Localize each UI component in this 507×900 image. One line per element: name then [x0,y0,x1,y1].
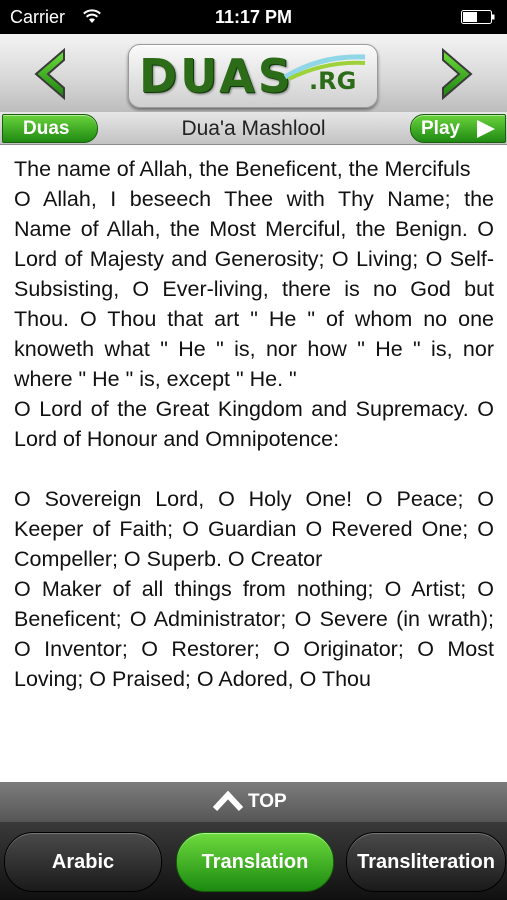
play-button[interactable] [410,114,506,143]
tab-arabic[interactable]: Arabic [4,832,162,892]
page-title: Dua'a Mashlool [181,117,326,140]
scroll-top-button[interactable] [212,788,312,816]
paragraph: O Allah, I beseech Thee with Thy Name; the Name of Allah, the Most Merciful, the Benign. O Lord of Majesty and Generosity; O Living; O Self-Subsisting, O Ever-living, there is no God but Thou. O Thou that art " He " of whom no one knoweth what " He " is, nor how " He " is, nor where " He " is, except " He. " [14,187,494,391]
battery-icon [461,10,495,24]
logo-text: DUAS [139,49,294,103]
play-label: Play [421,118,461,139]
scroll-top-label: TOP [248,791,287,812]
paragraph-spacer [14,454,494,484]
chevron-right-icon[interactable] [437,48,477,100]
status-bar [0,0,507,34]
paragraph: O Maker of all things from nothing; O Artist; O Beneficent; O Administrator; O Severe (in wrath); O Inventor; O Restorer; O Originator; O Most Loving; O Praised; O Adored, O Thou [14,577,494,691]
tab-translation[interactable]: Translation [176,832,334,892]
title-bar [0,112,507,145]
logo-domain: .RG [309,67,357,95]
app-logo [128,44,378,108]
tab-transliteration[interactable]: Transliteration [346,832,506,892]
tab-bar [0,822,507,900]
chevron-left-icon[interactable] [30,48,70,100]
paragraph: O Sovereign Lord, O Holy One! O Peace; O Keeper of Faith; O Guardian O Revered One; O Compeller; O Superb. O Creator [14,487,494,571]
chevron-up-icon [212,790,244,812]
clock-time: 11:17 PM [214,7,293,27]
carrier-label: Carrier [10,7,66,27]
duas-back-label: Duas [23,118,70,139]
scroll-top-bar [0,782,507,822]
paragraph: O Lord of the Great Kingdom and Supremacy. O Lord of Honour and Omnipotence: [14,397,494,451]
play-icon [475,119,497,139]
paragraph: The name of Allah, the Beneficent, the Mercifuls [14,157,471,181]
dua-translation-text[interactable] [14,154,494,782]
app-header [0,34,507,112]
